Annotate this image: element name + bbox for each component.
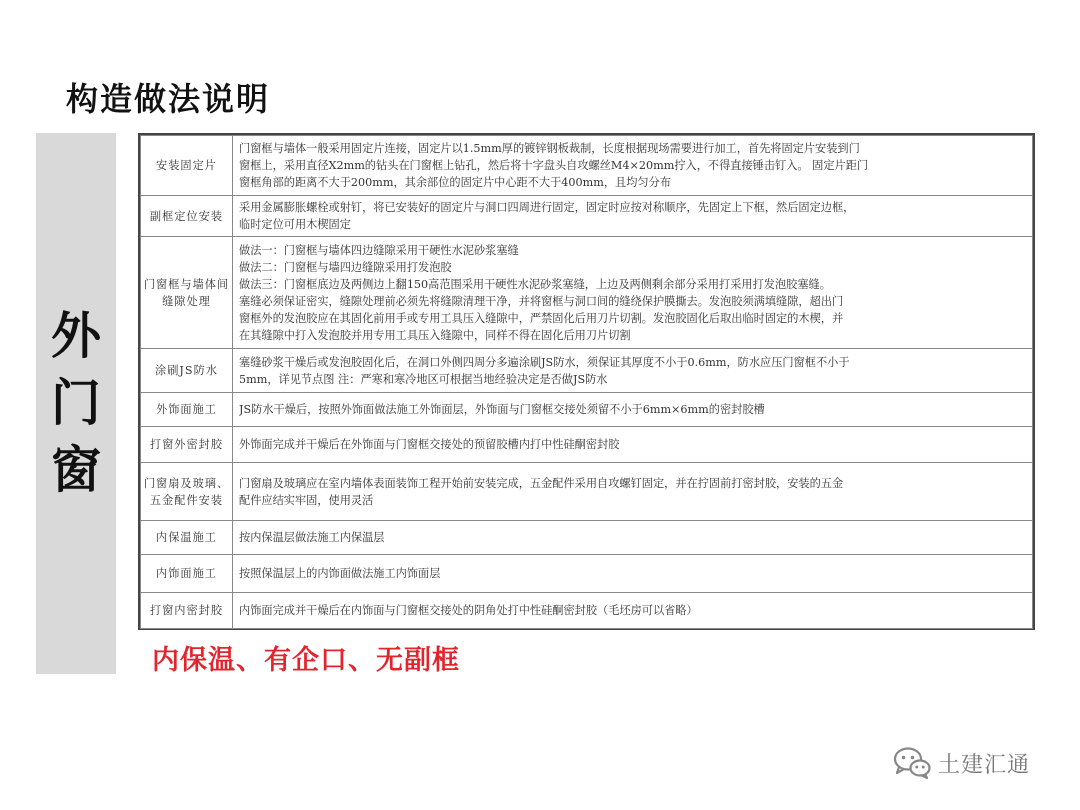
table-row bbox=[141, 521, 1033, 555]
page-title: 构造做法说明 bbox=[66, 80, 271, 118]
row-content: 采用金属膨胀螺栓或射钉，将已安装好的固定片与洞口四周进行固定，固定时应按对称顺序，先固定上下框，然后固定边框， 临时定位可用木楔固定 bbox=[233, 196, 1033, 237]
row-content: 内饰面完成并干燥后在内饰面与门窗框交接处的阴角处打中性硅酮密封胶（毛坯房可以省略） bbox=[233, 593, 1033, 629]
row-label: 外饰面施工 bbox=[141, 393, 233, 427]
wechat-icon bbox=[892, 745, 932, 781]
row-content: 门窗框与墙体一般采用固定片连接，固定片以1.5mm厚的镀锌钢板裁制，长度根据现场需要进行加工，首先将固定片安装到门 窗框上，采用直径Ⅹ2mm的钻头在门窗框上钻孔，然后将十字盘头自攻螺丝M4×20mm拧入，不得直接锤击钉入。 固定片距门 窗框角部的距离不大于200mm，其余部位的固定片中心距不大于400mm，且均匀分布 bbox=[233, 136, 1033, 196]
row-content: 按照保温层上的内饰面做法施工内饰面层 bbox=[233, 555, 1033, 593]
row-label: 副框定位安装 bbox=[141, 196, 233, 237]
row-label: 打窗内密封胶 bbox=[141, 593, 233, 629]
side-label-char: 外 bbox=[51, 307, 101, 365]
table-row bbox=[141, 237, 1033, 349]
watermark-text: 土建汇通 bbox=[938, 752, 1031, 778]
row-content: 外饰面完成并干燥后在外饰面与门窗框交接处的预留胶槽内打中性硅酮密封胶 bbox=[233, 427, 1033, 463]
table-row bbox=[141, 555, 1033, 593]
row-label: 内饰面施工 bbox=[141, 555, 233, 593]
table-row bbox=[141, 593, 1033, 629]
row-label: 内保温施工 bbox=[141, 521, 233, 555]
table-row bbox=[141, 463, 1033, 521]
side-label-panel bbox=[36, 133, 116, 674]
table-row bbox=[141, 196, 1033, 237]
row-content: 塞缝砂浆干燥后或发泡胶固化后，在洞口外侧四周分多遍涂刷JS防水，须保证其厚度不小于0.6mm，防水应压门窗框不小于 5mm，详见节点图 注：严寒和寒冷地区可根据当地经验决定是否做JS防水 bbox=[233, 349, 1033, 393]
table-row bbox=[141, 427, 1033, 463]
row-content: 按内保温层做法施工内保温层 bbox=[233, 521, 1033, 555]
row-content: 做法一：门窗框与墙体四边缝隙采用干硬性水泥砂浆塞缝 做法二：门窗框与墙四边缝隙采用打发泡胶 做法三：门窗框底边及两侧边上翻150高范围采用干硬性水泥砂浆塞缝，上边及两侧剩余部分采用打采用打发泡胶塞缝。 塞缝必须保证密实，缝隙处理前必须先将缝隙清理干净，并将窗框与洞口间的缝绕保护膜撕去。发泡胶须满填缝隙，超出门 窗框外的发泡胶应在其固化前用手或专用工具压入缝隙中，严禁固化后用刀片切割。发泡胶固化后取出临时固定的木楔，并 在其缝隙中打入发泡胶并用专用工具压入缝隙中，同样不得在固化后用刀片切割 bbox=[233, 237, 1033, 349]
table-row bbox=[141, 393, 1033, 427]
row-content: 门窗扇及玻璃应在室内墙体表面装饰工程开始前安装完成，五金配件采用自攻螺钉固定，并在拧固前打密封胶，安装的五金 配件应结实牢固，使用灵活 bbox=[233, 463, 1033, 521]
watermark bbox=[892, 745, 1030, 781]
row-label: 门窗扇及玻璃、 五金配件安装 bbox=[141, 463, 233, 521]
row-label: 涂刷JS防水 bbox=[141, 349, 233, 393]
row-content: JS防水干燥后，按照外饰面做法施工外饰面层，外饰面与门窗框交接处须留不小于6mm×6mm的密封胶槽 bbox=[233, 393, 1033, 427]
side-label-char: 窗 bbox=[51, 441, 101, 499]
row-label: 门窗框与墙体间 缝隙处理 bbox=[141, 237, 233, 349]
construction-method-table bbox=[138, 133, 1035, 630]
table-row bbox=[141, 136, 1033, 196]
table-row bbox=[141, 349, 1033, 393]
side-label-char: 门 bbox=[51, 374, 101, 432]
method-summary: 内保温、有企口、无副框 bbox=[152, 645, 460, 676]
row-label: 打窗外密封胶 bbox=[141, 427, 233, 463]
row-label: 安装固定片 bbox=[141, 136, 233, 196]
